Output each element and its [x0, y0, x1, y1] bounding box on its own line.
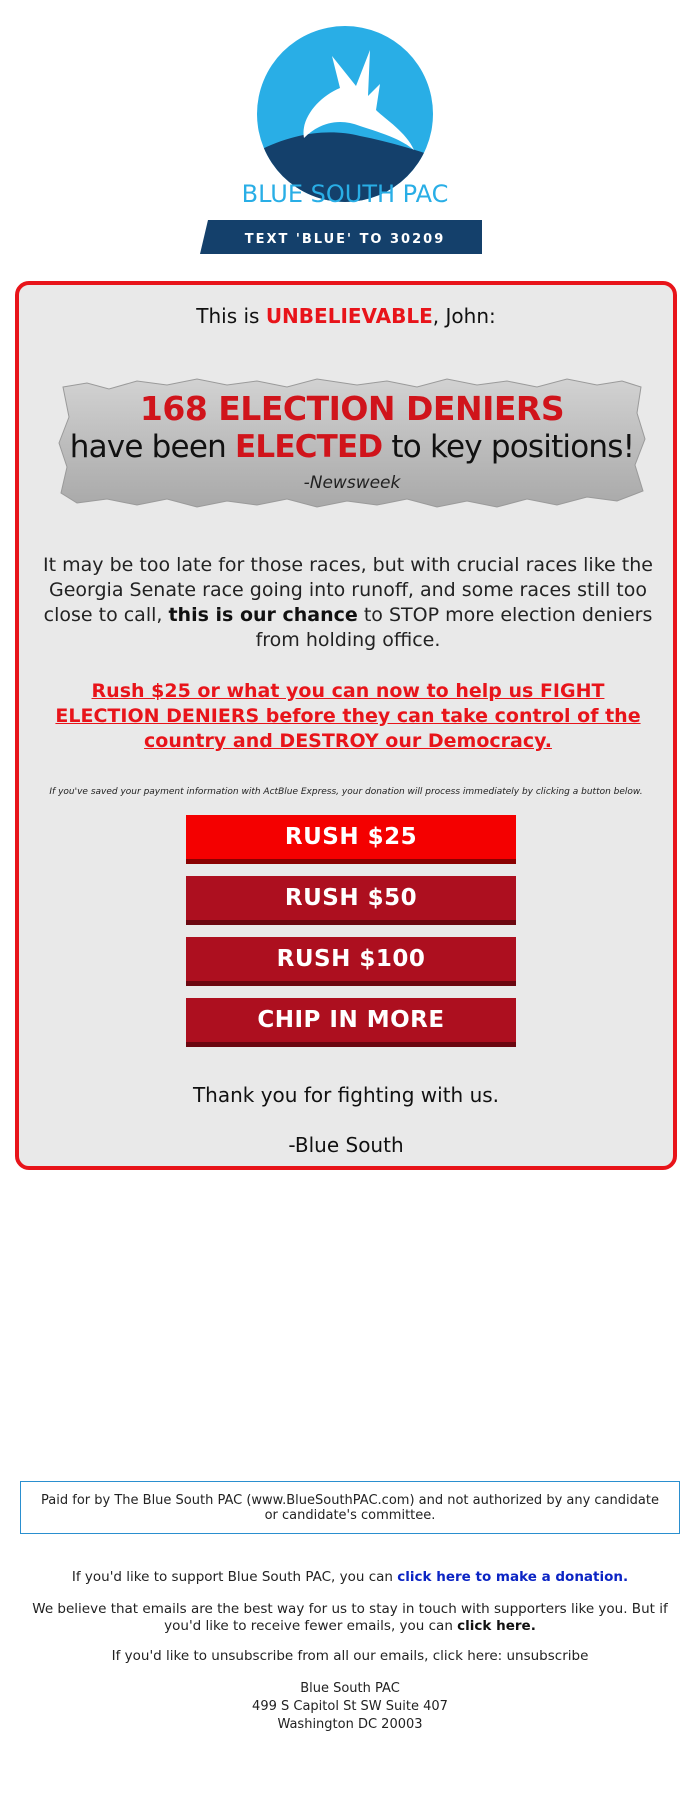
headline-source: -Newsweek — [303, 473, 401, 493]
address-city: Washington DC 20003 — [277, 1717, 423, 1732]
body-paragraph: It may be too late for those races, but with crucial races like the Georgia Senate race going into runoff, and some races still too close to call, this is our chance to STOP more election deniers from holding office. — [43, 554, 653, 651]
mailing-address — [0, 1680, 700, 1734]
blue-south-logo[interactable] — [200, 26, 490, 254]
thank-you-text: Thank you for fighting with us. — [192, 1083, 500, 1107]
headline-line-1: 168 ELECTION DENIERS — [139, 389, 565, 428]
chip-in-more-button[interactable]: CHIP IN MORE — [186, 998, 516, 1047]
signoff-text: -Blue South — [288, 1133, 404, 1157]
greeting: This is UNBELIEVABLE, John: — [196, 304, 496, 328]
paid-for-text: Paid for by The Blue South PAC (www.BlueSouthPAC.com) and not authorized by any candidate or candidate's committee. — [41, 1492, 659, 1523]
address-org: Blue South PAC — [300, 1681, 400, 1696]
svg-text:BLUE SOUTH PAC: BLUE SOUTH PAC — [241, 180, 449, 208]
donate-cta-link[interactable]: Rush $25 or what you can now to help us FIGHT ELECTION DENIERS before they can take control of the country and DESTROY our Democracy. — [55, 680, 641, 752]
appeal-card — [15, 281, 677, 1170]
unsubscribe-link[interactable]: unsubscribe — [506, 1648, 589, 1664]
fewer-emails-link[interactable]: click here. — [457, 1618, 536, 1634]
rush-50-button[interactable]: RUSH $50 — [186, 876, 516, 925]
paid-for-disclaimer — [20, 1481, 680, 1534]
fewer-emails-line: We believe that emails are the best way for us to stay in touch with supporters like you. But if you'd like to receive fewer emails, you can click here. — [32, 1601, 668, 1634]
unsubscribe-line: If you'd like to unsubscribe from all our emails, click here: unsubscribe — [111, 1648, 589, 1664]
headline-line-2: have been ELECTED to key positions! — [69, 429, 635, 465]
rush-25-button[interactable]: RUSH $25 — [186, 815, 516, 864]
donation-link[interactable]: click here to make a donation. — [397, 1569, 629, 1585]
svg-text:TEXT 'BLUE' TO 30209: TEXT 'BLUE' TO 30209 — [244, 232, 446, 247]
rush-100-button[interactable]: RUSH $100 — [186, 937, 516, 986]
actblue-note: If you've saved your payment information with ActBlue Express, your donation will process immediately by clicking a button below. — [49, 787, 643, 797]
headline-banner — [57, 373, 647, 513]
address-street: 499 S Capitol St SW Suite 407 — [252, 1699, 448, 1714]
logo-header — [0, 26, 700, 254]
support-line: If you'd like to support Blue South PAC, you can click here to make a donation. — [71, 1569, 629, 1585]
